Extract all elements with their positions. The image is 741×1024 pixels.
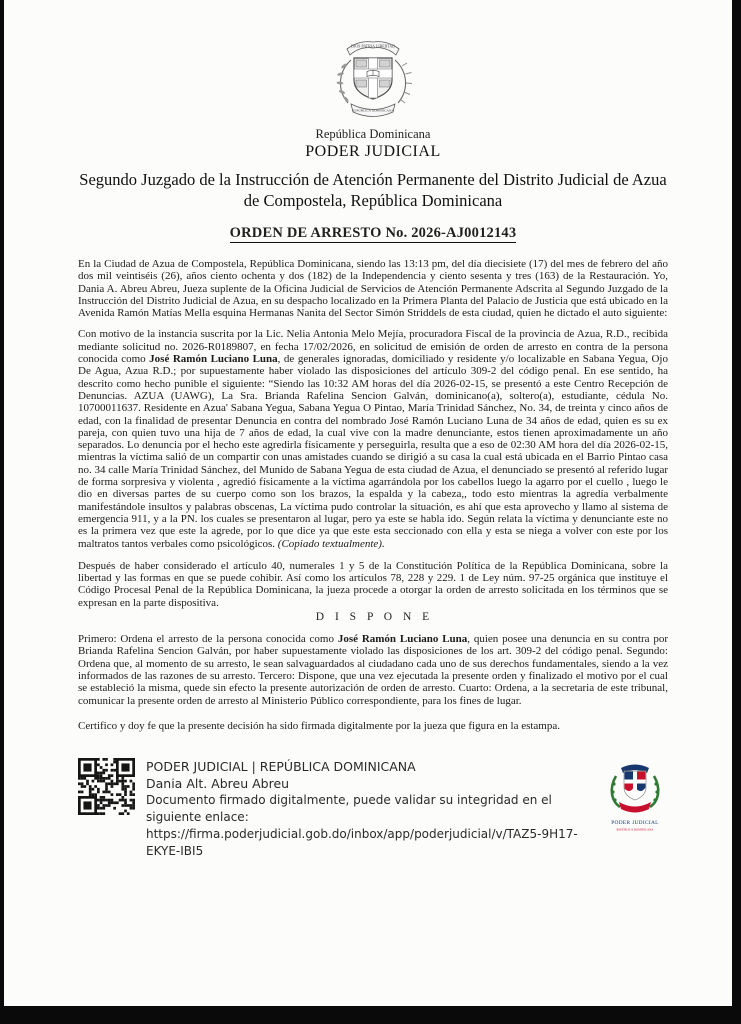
qr-code-icon — [78, 758, 135, 815]
paragraph-legal-basis: Después de haber considerado el artículo 40, numerales 1 y 5 de la Constitución Política de la República Dominicana, sobre la libertad y las formas en que se puede cohibir. Así como los artículos 78, 228 y 229. 1 de Ley núm. 97-25 orgánica que instituye el Código Procesal Penal de la República Dominicana, la jueza procede a otorgar la orden de arresto solicitada en los términos que se expresan en la parte dispositiva. — [78, 559, 668, 609]
signature-org-line: PODER JUDICIAL | REPÚBLICA DOMINICANA — [146, 759, 416, 775]
poder-judicial-logo-icon — [604, 758, 666, 842]
paragraph-certification: Certifico y doy fe que la presente decisión ha sido firmada digitalmente por la jueza que figura en la estampa. — [78, 719, 560, 732]
document-header — [78, 36, 668, 242]
paragraph-motive: Con motivo de la instancia suscrita por la Lic. Nelia Antonia Melo Mejía, procuradora Fiscal de la provincia de Azua, R.D., recibida mediante solicitud no. 2026-R0189807, en fecha 17/02/2026, en solicitud de emisión de orden de arresto en contra de la persona conocida como José Ramón Luciano Luna, de generales ignoradas, domiciliado y residente y/o localizable en Sabana Yegua, Ojo De Agua, Azua R.D.; por supuestamente haber violado las disposiciones del artículo 309-2 del código penal. En ese sentido, ha descrito como hecho punible el siguiente: “Siendo las 10:32 AM horas del día 2026-02-15, se presentó a este Centro Recepción de Denuncias. AZUA (UAWG), La Sra. Brianda Rafelina Sencion Galván, dominicano(a), soltero(a), estudiante, cédula No. 10700011637. Residente en Azua' Sabana Yegua, Sabana Yegua O Pintao, María Trinidad Sánchez, No. 34, de treinta y cinco años de edad, con la finalidad de presentar Denuncia en contra del nombrado José Ramón Luciano Luna de 34 años de edad, quien es su ex pareja, con quien tuvo una hija de 7 años de edad, la cual vive con la madre denunciante, estos tienen aproximadamente un año separados. Lo denuncia por el hecho este agredirla físicamente y perseguirla, resulta que a eso de 02:30 AM hora del día 2026-02-15, mientras la víctima salió de un compartir con unas amistades cuando se dirigió a su casa la cual está ubicada en el Barrio Pintao casa no. 34 calle María Trinidad Sánchez, del Munido de Sabana Yegua de esta ciudad de Azua, el denunciado se presentó al referido lugar de forma sorpresiva y violenta , agredió físicamente a la víctima agarrándola por los cabellos luego la agarro por el cuello , luego le dio en diversas partes de su cuerpo como son los brazos, la espalda y la cabeza,, todo esto mientras la agredía verbalmente manifestándole insultos y palabras obscenas, La víctima pudo controlar la situación, es ahí que esta aprovecho y llamo al sistema de emergencia 911, y a la PN. los cuales se presentaron al lugar, pero ya este se habla ido. Según relata la víctima y denunciante este no es la primera vez que este la agrede, por lo que dice ya que este esta seccionado con ella y esta se niega a volver con este por los maltratos tantos verbales como psicológicos. (Copiado textualmente). — [78, 328, 668, 550]
seal-motto-bottom: REPÚBLICA DOMINICANA — [352, 108, 394, 113]
logo-caption-title: PODER JUDICIAL — [611, 820, 659, 827]
seal-motto-top: DIOS PATRIA LIBERTAD — [351, 43, 395, 49]
order-title: ORDEN DE ARRESTO No. 2026-AJ0012143 — [229, 225, 517, 241]
court-title: Segundo Juzgado de la Instrucción de Atención Permanente del Distrito Judicial de Azua de Compostela, República Dominicana — [79, 170, 667, 210]
national-coat-of-arms-icon — [325, 36, 421, 124]
arrest-order-page — [4, 0, 732, 1006]
paragraph-ruling: Primero: Ordena el arresto de la persona conocida como José Ramón Luciano Luna, quien posee una denuncia en su contra por Brianda Rafelina Sencion Galván, por haber supuestamente violado las disposiciones de los art. 309-2 del código penal. Segundo: Ordena que, al momento de su arresto, le sean salvaguardados al ciudadano cada uno de sus derechos fundamentales, siendo a la vez informados de las razones de su arresto. Tercero: Dispone, que una vez ejecutada la presente orden y finalizado el motivo por el cual se estableció la misma, quede sin efecto la presente autorización de orden de arresto. Cuarto: Ordena, a la secretaria de este tribunal, comunicar la presente orden de arresto al Ministerio Público correspondiente, para los fines de lugar. — [78, 633, 668, 707]
institution-label: PODER JUDICIAL — [305, 143, 441, 160]
signature-text-block — [146, 758, 596, 860]
signature-validation-note: Documento firmado digitalmente, puede validar su integridad en el siguiente enlace: — [146, 793, 552, 825]
dispone-heading: D I S P O N E — [315, 611, 431, 624]
signature-validation-url: https://firma.poderjudicial.gob.do/inbox/app/poderjudicial/v/TAZ5-9H17-EKYE-IBI5 — [146, 827, 578, 859]
digital-signature-footer — [78, 758, 668, 860]
country-label: República Dominicana — [315, 127, 431, 141]
order-title-row — [78, 225, 668, 242]
paragraph-intro: En la Ciudad de Azua de Compostela, República Dominicana, siendo las 13:13 pm, del día diecisiete (17) del mes de febrero del año dos mil veintiséis (26), años ciento ochenta y dos (182) de la Independencia y ciento sesenta y tres (163) de la Restauración. Yo, Dania A. Abreu Abreu, Jueza suplente de la Oficina Judicial de Servicios de Atención Permanente Adscrita al Segundo Juzgado de la Instrucción del Distrito Judicial de Azua, en su despacho localizado en la Primera Planta del Palacio de Justicia que está ubicado en la Avenida Ramón Matías Mella esquina Hermanas Nanita del Sector Simón Striddels de esta ciudad, quien he dictado el auto siguiente: — [78, 258, 668, 320]
signer-name: Dania Alt. Abreu Abreu — [146, 776, 290, 792]
logo-caption-subtitle: REPÚBLICA DOMINICANA — [616, 827, 654, 832]
